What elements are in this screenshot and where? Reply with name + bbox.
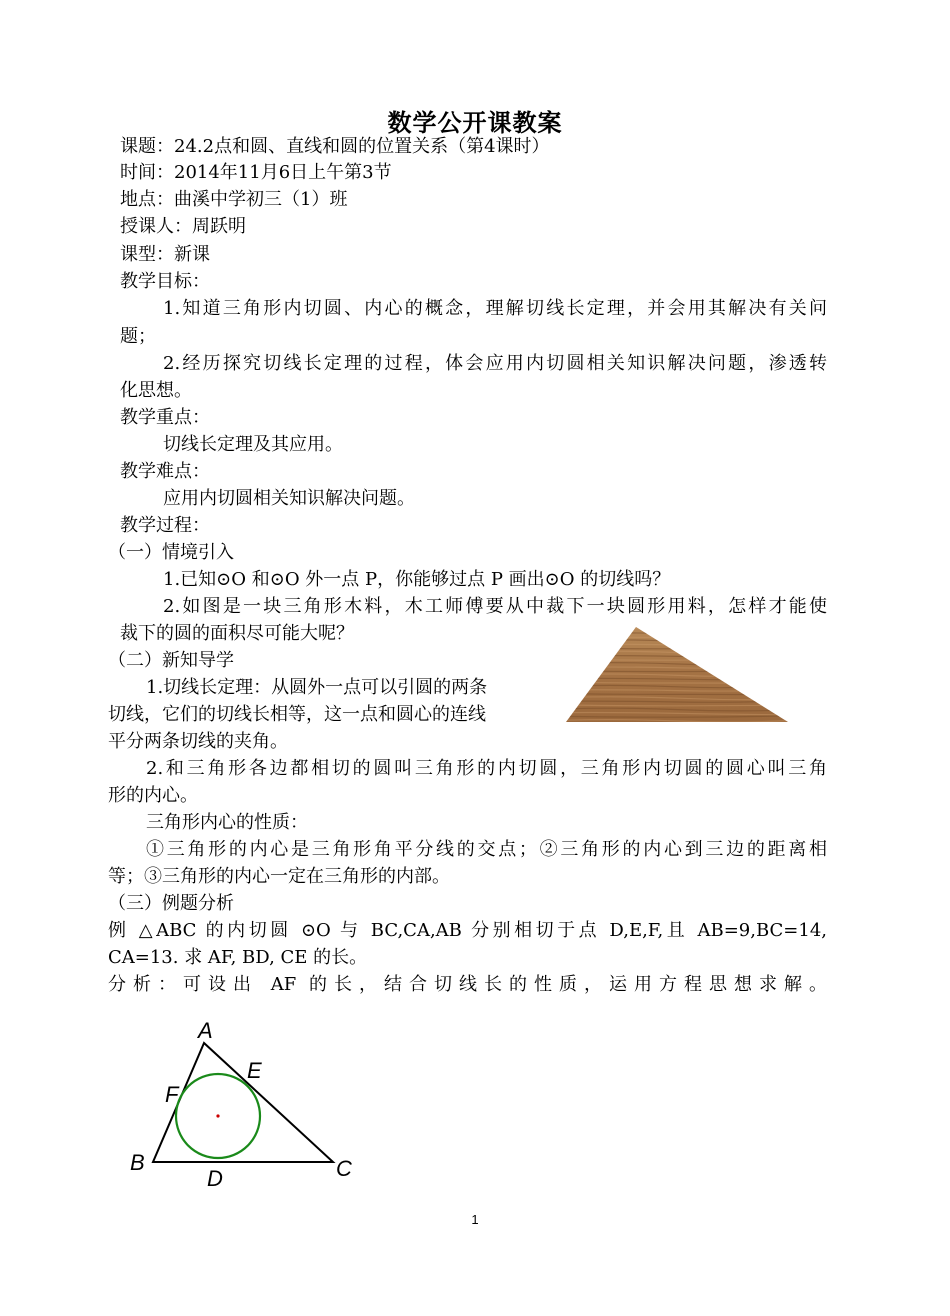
goal-2-line-a: 2.经历探究切线长定理的过程，体会应用内切圆相关知识解决问题，渗透转	[163, 353, 827, 374]
difficulty-heading: 教学难点：	[120, 461, 210, 482]
wood-grain-line	[566, 637, 790, 639]
theorem-line-b: 切线，它们的切线长相等，这一点和圆心的连线	[108, 704, 486, 725]
definition-line-b: 形的内心。	[108, 785, 198, 806]
label-d: D	[207, 1166, 223, 1191]
section-1-heading: （一）情境引入	[108, 542, 234, 563]
question-2-line-b: 裁下的圆的面积尽可能大呢？	[120, 623, 354, 644]
label-f: F	[165, 1082, 179, 1107]
page-title: 数学公开课教案	[387, 108, 563, 137]
example-line-b: CA=13. 求 AF, BD, CE 的长。	[108, 947, 368, 968]
goal-2-line-b: 化思想。	[120, 380, 192, 401]
question-2-line-a: 2.如图是一块三角形木料，木工师傅要从中裁下一块圆形用料，怎样才能使	[163, 596, 827, 617]
label-a: A	[198, 1018, 213, 1043]
key-text: 切线长定理及其应用。	[163, 434, 343, 455]
triangle-abc	[153, 1043, 333, 1162]
wood-triangle-image	[566, 625, 790, 725]
properties-line-b: 等；③三角形的内心一定在三角形的内部。	[108, 866, 450, 887]
time-line: 时间：2014年11月6日上午第3节	[120, 162, 392, 183]
section-3-heading: （三）例题分析	[108, 893, 234, 914]
label-b: B	[130, 1150, 145, 1175]
wood-grain-line	[566, 724, 790, 725]
goal-1-line-a: 1.知道三角形内切圆、内心的概念，理解切线长定理，并会用其解决有关问	[163, 298, 827, 319]
wood-grain-line	[566, 648, 790, 649]
wood-grain-line	[566, 640, 790, 642]
properties-line-a: ①三角形的内心是三角形角平分线的交点；②三角形的内心到三边的距离相	[146, 839, 827, 860]
teacher-line: 授课人：周跃明	[120, 216, 246, 237]
label-c: C	[336, 1156, 352, 1181]
section-2-heading: （二）新知导学	[108, 650, 234, 671]
topic-line: 课题：24.2点和圆、直线和圆的位置关系（第4课时）	[120, 136, 550, 157]
analysis-line: 分析：可设出 AF 的长，结合切线长的性质，运用方程思想求解。	[108, 974, 827, 995]
key-heading: 教学重点：	[120, 407, 210, 428]
definition-line-a: 2.和三角形各边都相切的圆叫三角形的内切圆，三角形内切圆的圆心叫三角	[146, 758, 827, 779]
label-e: E	[247, 1058, 262, 1083]
wood-grain-line	[566, 633, 790, 635]
process-heading: 教学过程：	[120, 515, 210, 536]
lesson-type-line: 课型：新课	[120, 244, 210, 265]
wood-grain-line	[566, 628, 790, 630]
question-1: 1.已知⊙O 和⊙O 外一点 P，你能够过点 P 画出⊙O 的切线吗？	[163, 569, 671, 590]
goal-1-line-b: 题；	[120, 326, 156, 347]
theorem-line-a: 1.切线长定理：从圆外一点可以引圆的两条	[146, 677, 488, 698]
difficulty-text: 应用内切圆相关知识解决问题。	[163, 488, 415, 509]
incircle-figure	[120, 1010, 370, 1200]
example-line-a: 例 △ABC 的内切圆 ⊙O 与 BC,CA,AB 分别相切于点 D,E,F,且 AB=9,BC=14,	[108, 920, 827, 941]
goals-heading: 教学目标：	[120, 271, 210, 292]
incircle-center	[216, 1114, 219, 1117]
page-number: 1	[471, 1212, 479, 1227]
wood-grain-line	[566, 644, 790, 645]
properties-heading: 三角形内心的性质：	[146, 812, 308, 833]
place-line: 地点：曲溪中学初三（1）班	[120, 189, 348, 210]
theorem-line-c: 平分两条切线的夹角。	[108, 731, 288, 752]
